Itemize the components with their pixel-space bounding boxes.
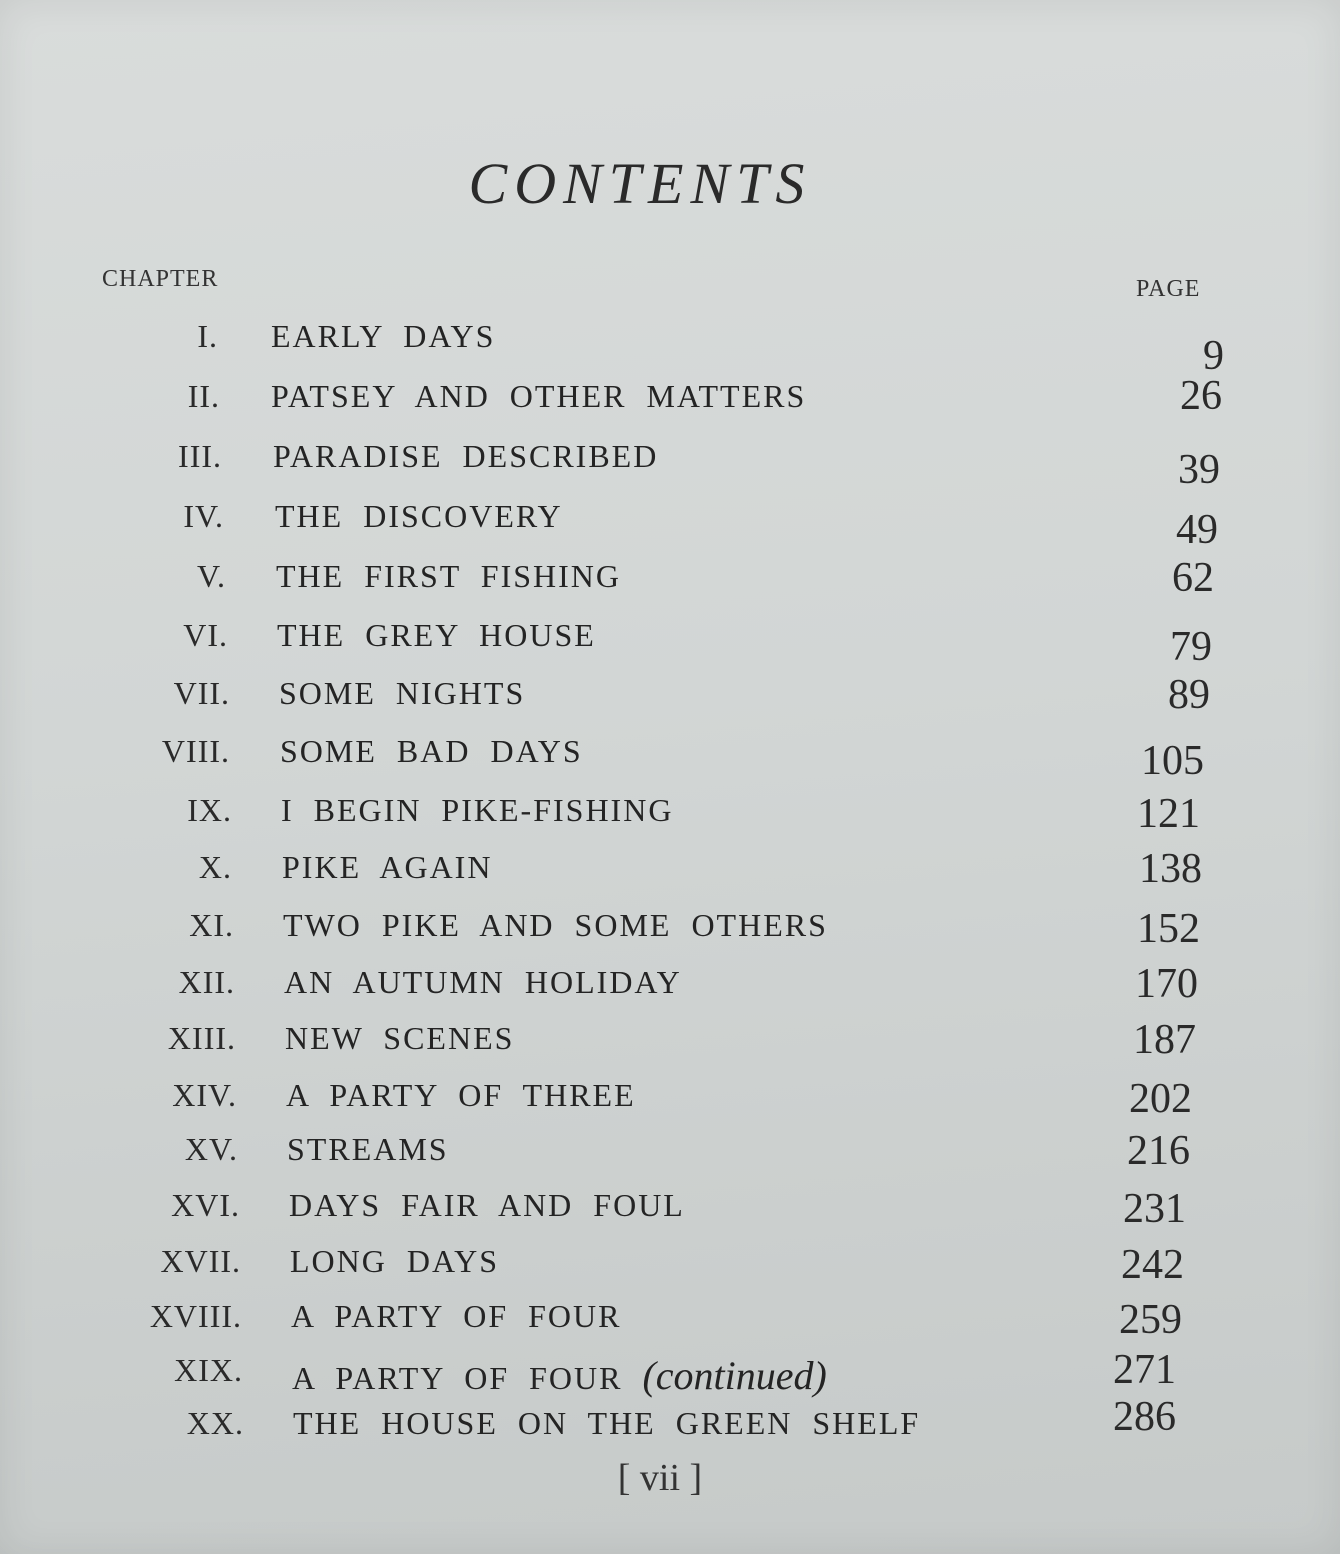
chapter-number: V. [197,558,226,594]
chapter-title [284,964,682,1001]
chapter-title-text: THE GREY HOUSE [277,617,596,653]
chapter-number: I. [197,318,218,354]
chapter-title-text: TWO PIKE AND SOME OTHERS [283,907,828,943]
chapter-page-number: 152 [1137,906,1200,952]
chapter-page-number: 286 [1113,1394,1176,1440]
chapter-title-text: NEW SCENES [285,1020,515,1056]
chapter-title [293,1405,920,1442]
chapter-page-number: 170 [1135,961,1198,1007]
chapter-title [277,617,596,654]
chapter-page-number: 89 [1168,672,1210,718]
toc-row [0,373,1340,434]
toc-row [0,907,1340,963]
chapter-number: IV. [183,498,224,534]
chapter-title-text: THE FIRST FISHING [276,558,621,594]
toc-row [0,961,1340,1020]
chapter-number: XVII. [160,1243,241,1279]
chapter-page-number: 216 [1127,1128,1190,1174]
chapter-title [280,733,583,770]
chapter-title [292,1352,827,1399]
chapter-title-text: THE HOUSE ON THE GREEN SHELF [293,1405,921,1441]
chapter-title-text: EARLY DAYS [271,318,496,354]
chapter-title-text: STREAMS [287,1131,449,1167]
page-column-header: PAGE [1136,276,1201,302]
chapter-number: XII. [178,964,235,1000]
chapter-page-number: 49 [1176,507,1218,553]
chapter-number: XVI. [171,1187,240,1223]
chapter-title-text: I BEGIN PIKE-FISHING [281,792,674,828]
chapter-page-number: 9 [1203,333,1224,379]
chapter-title [290,1243,499,1280]
chapter-page-number: 202 [1129,1076,1192,1122]
chapter-title-text: SOME NIGHTS [279,675,526,711]
toc-row [0,1394,1340,1461]
chapter-number: II. [187,378,220,414]
chapter-number: IX. [187,792,232,828]
chapter-title [279,675,525,712]
chapter-title [283,907,828,944]
chapter-title [287,1131,449,1168]
chapter-number: X. [198,849,232,885]
chapter-page-number: 39 [1178,447,1220,493]
chapter-title-text: A PARTY OF THREE [286,1077,636,1113]
chapter-page-number: 121 [1137,791,1200,837]
chapter-page-number: 138 [1139,846,1202,892]
chapter-title [271,378,806,415]
chapter-title [289,1187,685,1224]
chapter-number: XIII. [167,1020,236,1056]
toc-row [0,792,1340,848]
toc-row [0,733,1340,789]
chapter-title-text: A PARTY OF FOUR [292,1360,623,1396]
toc-row [0,498,1340,554]
toc-row [0,1077,1340,1133]
chapter-number: III. [178,438,222,474]
chapter-title-text: PATSEY AND OTHER MATTERS [271,378,807,414]
chapter-column-header: CHAPTER [102,266,219,292]
toc-row [0,846,1340,905]
chapter-number: XX. [186,1405,244,1441]
toc-row [0,1017,1340,1076]
chapter-number: XIV. [172,1077,237,1113]
chapter-title [271,318,495,355]
page-number-folio: [ vii ] [617,1457,703,1499]
toc-row [0,617,1340,673]
chapter-title [276,558,621,595]
toc-row [0,1187,1340,1243]
chapter-title [275,498,563,535]
chapter-number: VII. [173,675,230,711]
chapter-page-number: 26 [1180,373,1222,419]
chapter-number: XI. [189,907,234,943]
toc-row [0,1243,1340,1299]
chapter-number: VI. [183,617,228,653]
chapter-page-number: 271 [1113,1347,1176,1393]
chapter-number: XIX. [174,1352,243,1388]
chapter-title [285,1020,514,1057]
toc-row [0,318,1340,379]
chapter-page-number: 242 [1121,1242,1184,1288]
chapter-number: XVIII. [149,1298,242,1334]
chapter-page-number: 62 [1172,555,1214,601]
chapter-title-text: THE DISCOVERY [275,498,563,534]
chapter-title [281,792,673,829]
page-title: CONTENTS [468,151,812,216]
chapter-page-number: 79 [1170,624,1212,670]
chapter-page-number: 187 [1133,1017,1196,1063]
chapter-page-number: 259 [1119,1297,1182,1343]
chapter-title [286,1077,636,1114]
chapter-title-text: PIKE AGAIN [282,849,493,885]
chapter-title-text: PARADISE DESCRIBED [273,438,659,474]
toc-row [0,672,1340,731]
chapter-number: XV. [184,1131,238,1167]
toc-row [0,555,1340,614]
chapter-page-number: 231 [1123,1186,1186,1232]
toc-row [0,438,1340,494]
chapter-title [282,849,492,886]
chapter-title [273,438,658,475]
chapter-title-text: A PARTY OF FOUR [291,1298,622,1334]
chapter-title-text: AN AUTUMN HOLIDAY [284,964,682,1000]
chapter-title-text: SOME BAD DAYS [280,733,583,769]
chapter-title [291,1298,621,1335]
chapter-page-number: 105 [1141,738,1204,784]
chapter-title-text: DAYS FAIR AND FOUL [289,1187,685,1223]
toc-row [0,1128,1340,1187]
chapter-number: VIII. [161,733,230,769]
chapter-title-note: (continued) [642,1353,827,1398]
chapter-title-text: LONG DAYS [290,1243,500,1279]
